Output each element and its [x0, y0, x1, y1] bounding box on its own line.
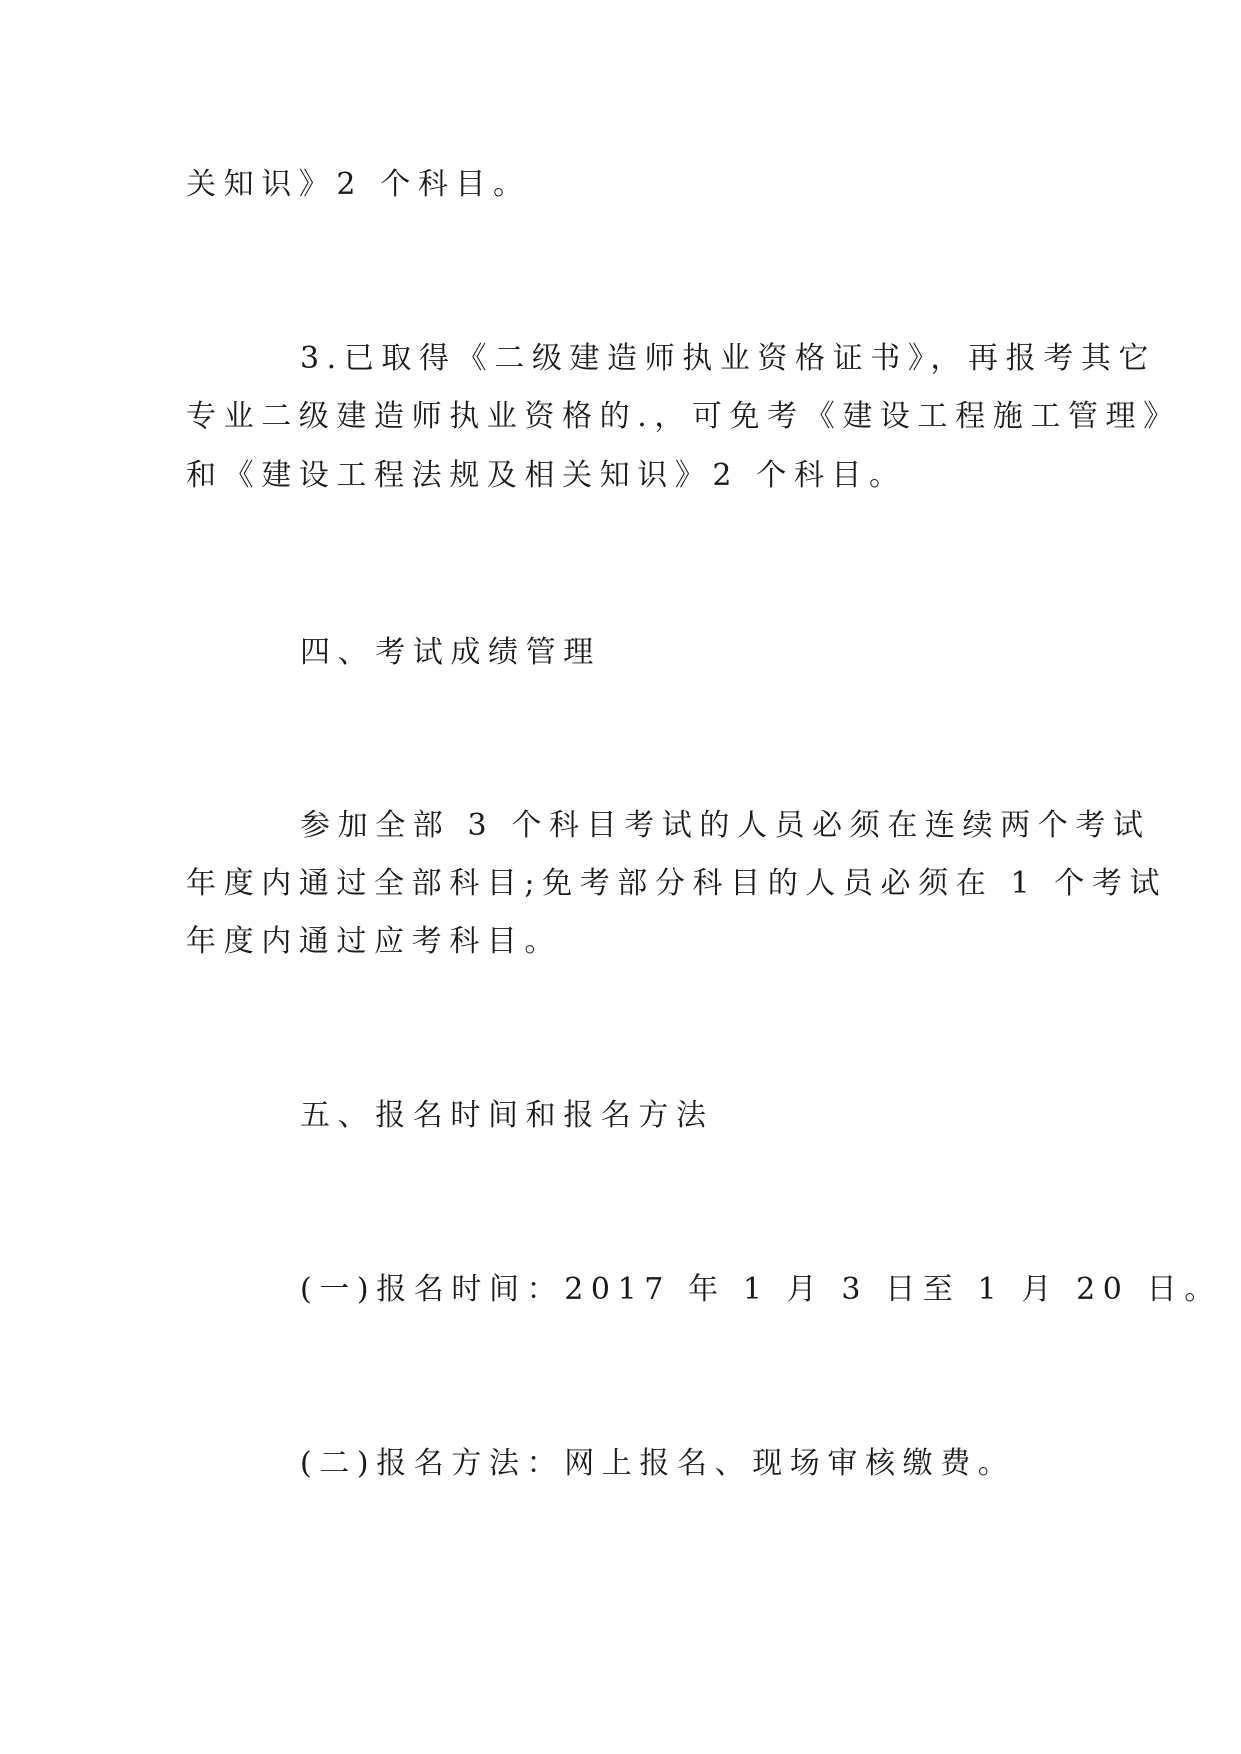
paragraph-continuation-line: 关知识》2 个科目。 [186, 167, 531, 202]
section-heading-4: 四、考试成绩管理 [300, 635, 601, 670]
paragraph-score-management-line-3: 年度内通过应考科目。 [186, 924, 562, 959]
paragraph-exemption-3-line-3: 和《建设工程法规及相关知识》2 个科目。 [186, 458, 907, 493]
paragraph-score-management-line-1: 参加全部 3 个科目考试的人员必须在连续两个考试 [300, 808, 1151, 843]
registration-time-line: (一)报名时间：2017 年 1 月 3 日至 1 月 20 日。 [300, 1272, 1222, 1307]
paragraph-score-management-line-2: 年度内通过全部科目;免考部分科目的人员必须在 1 个考试 [186, 866, 1168, 901]
paragraph-exemption-3-line-1: 3.已取得《二级建造师执业资格证书》，再报考其它 [300, 341, 1157, 376]
registration-method-line: (二)报名方法：网上报名、现场审核缴费。 [300, 1446, 1016, 1481]
section-heading-5: 五、报名时间和报名方法 [300, 1098, 714, 1133]
paragraph-exemption-3-line-2: 专业二级建造师执业资格的.，可免考《建设工程施工管理》 [186, 399, 1181, 434]
